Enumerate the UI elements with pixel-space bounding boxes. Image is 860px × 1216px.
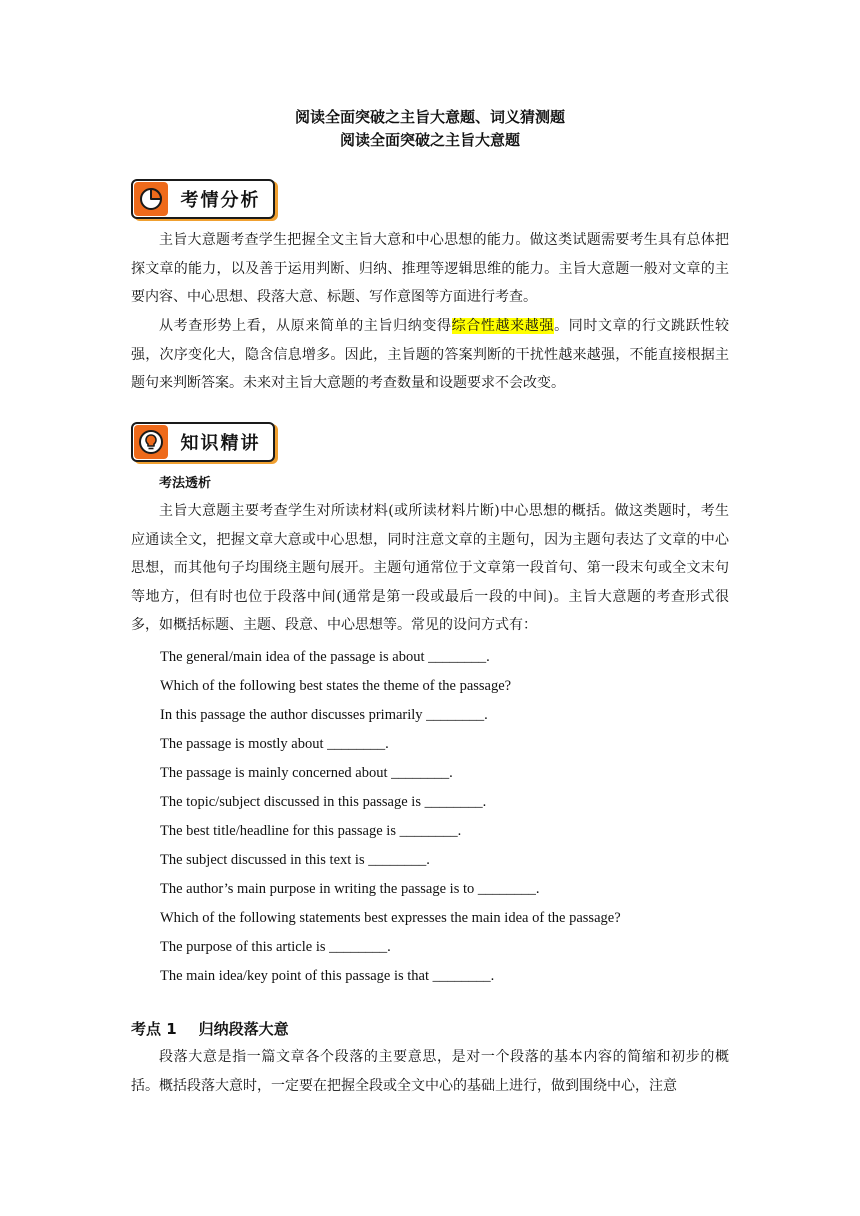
question-form-item: The topic/subject discussed in this passage is ________. [160,794,487,810]
highlighted-phrase: 综合性越来越强 [451,318,555,334]
question-forms-list [160,647,621,995]
question-form-item: Which of the following statements best expresses the main idea of the passage? [160,910,621,926]
document-title: 阅读全面突破之主旨大意题、词义猜测题 [294,108,565,126]
question-form-item: The main idea/key point of this passage is that ________. [160,968,495,984]
kaofa-subheading: 考法透析 [159,476,212,491]
question-form-item: The subject discussed in this text is ________. [160,852,430,868]
kaofa-paragraph: 主旨大意题主要考查学生对所读材料(或所读材料片断)中心思想的概括。做这类题时，考生应通读全文，把握文章大意或中心思想，同时注意文章的主题句，因为主题句表达了文章的中心思想，而其他句子均围绕主题句展开。主题句通常位于文章第一段首句、第一段末句或全文末句等地方，但有时也位于段落中间(通常是第一段或最后一段的中间)。主旨大意题的考查形式很多，如概括标题、主题、段意、中心思想等。常见的设问方式有： [131,503,729,633]
document-subtitle: 阅读全面突破之主旨大意题 [339,131,520,149]
question-form-item: The best title/headline for this passage is ________. [160,823,462,839]
kaodian-title: 归纳段落大意 [198,1020,289,1038]
lightbulb-icon [134,425,168,459]
kaoqing-paragraph-2-end: 。同时文章的行文跳跃性较强，次序变化大，隐含信息增多。因此，主旨题的答案判断的干扰性越来越强，不能直接根据主题句来判断答案。未来对主旨大意题的考查数量和设题要求不会改变。 [131,318,730,391]
question-form-item: The author’s main purpose in writing the passage is to ________. [160,881,540,897]
kaodian-1-paragraph: 段落大意是指一篇文章各个段落的主要意思，是对一个段落的基本内容的简缩和初步的概括。概括段落大意时，一定要在把握全段或全文中心的基础上进行，做到围绕中心，注意 [131,1049,729,1094]
zhishi-section-badge [131,422,275,462]
kaodian-1-heading [131,1018,289,1039]
question-form-item: In this passage the author discusses primarily ________. [160,707,488,723]
question-form-item: The general/main idea of the passage is about ________. [160,649,490,665]
kaoqing-paragraph-2 [131,312,729,398]
kaoqing-badge-label: 考情分析 [180,190,261,211]
question-form-item: The passage is mainly concerned about ________. [160,765,453,781]
pie-chart-icon [134,182,168,216]
kaodian-number: 考点 1 [131,1020,177,1038]
kaoqing-section-badge [131,179,275,219]
kaoqing-paragraph-2-start: 从考查形势上看，从原来简单的主旨归纳变得 [159,318,452,334]
question-form-item: The purpose of this article is ________. [160,939,391,955]
kaoqing-paragraph-1: 主旨大意题考查学生把握全文主旨大意和中心思想的能力。做这类试题需要考生具有总体把探文章的能力，以及善于运用判断、归纳、推理等逻辑思维的能力。主旨大意题一般对文章的主要内容、中心思想、段落大意、标题、写作意图等方面进行考查。 [131,232,729,305]
question-form-item: The passage is mostly about ________. [160,736,389,752]
zhishi-badge-label: 知识精讲 [180,433,261,454]
question-form-item: Which of the following best states the theme of the passage? [160,678,512,694]
